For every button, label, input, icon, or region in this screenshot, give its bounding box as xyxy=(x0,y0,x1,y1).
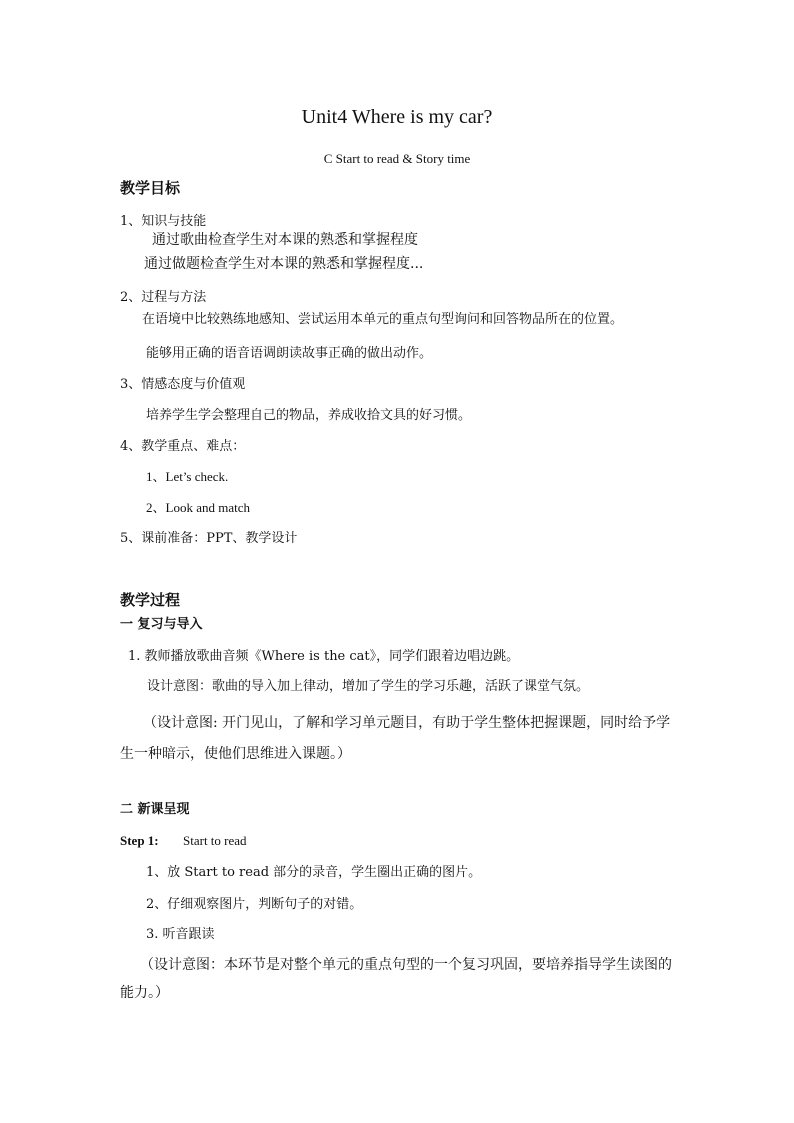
section-1-design-2-line-2: 生一种暗示，使他们思维进入课题。） xyxy=(120,746,351,762)
section-1-design-1: 设计意图：歌曲的导入加上律动，增加了学生的学习乐趣，活跃了课堂气氛。 xyxy=(147,679,590,694)
document-title: Unit4 Where is my car? xyxy=(301,106,493,128)
objective-1-title: 1、知识与技能 xyxy=(120,214,207,229)
step-1-item-1: 1、放 Start to read 部分的录音，学生圈出正确的图片。 xyxy=(146,865,482,880)
step-1-item-3: 3. 听音跟读 xyxy=(146,927,215,942)
step-1-item-2: 2、仔细观察图片，判断句子的对错。 xyxy=(146,897,363,912)
objective-4-sub-2: 2、Look and match xyxy=(146,500,250,515)
section-1-item-1: 1. 教师播放歌曲音频《Where is the cat》，同学们跟着边唱边跳。 xyxy=(128,649,520,664)
objective-4-sub-1: 1、Let’s check. xyxy=(146,469,229,484)
objective-1-line-2: 通过做题检查学生对本课的熟悉和掌握程度... xyxy=(144,256,424,272)
section-1-design-2-line-1: （设计意图: 开门见山，了解和学习单元题目，有助于学生整体把握课题，同时给予学 xyxy=(143,715,671,731)
step-1-text: Start to read xyxy=(183,833,247,848)
objective-2-line-1: 在语境中比较熟练地感知、尝试运用本单元的重点句型询问和回答物品所在的位置。 xyxy=(142,312,624,327)
document-subtitle: C Start to read & Story time xyxy=(323,151,471,166)
process-heading: 教学过程 xyxy=(120,591,181,609)
step-1-label: Step 1: xyxy=(120,833,159,848)
section-2-title: 二 新课呈现 xyxy=(120,802,190,817)
objective-5-title: 5、课前准备：PPT、教学设计 xyxy=(120,531,298,546)
objective-3-title: 3、情感态度与价值观 xyxy=(120,377,246,392)
objective-2-title: 2、过程与方法 xyxy=(120,290,207,305)
objectives-heading: 教学目标 xyxy=(120,179,181,197)
objective-4-title: 4、教学重点、难点： xyxy=(120,439,246,454)
step-1-design-line-1: （设计意图：本环节是对整个单元的重点句型的一个复习巩固，要培养指导学生读图的 xyxy=(140,957,672,973)
objective-1-line-1: 通过歌曲检查学生对本课的熟悉和掌握程度 xyxy=(152,232,418,248)
step-1-design-line-2: 能力。） xyxy=(120,985,169,1001)
objective-3-line-1: 培养学生学会整理自己的物品，养成收拾文具的好习惯。 xyxy=(146,408,472,423)
objective-2-line-2: 能够用正确的语音语调朗读故事正确的做出动作。 xyxy=(146,346,433,361)
section-1-title: 一 复习与导入 xyxy=(120,617,203,632)
